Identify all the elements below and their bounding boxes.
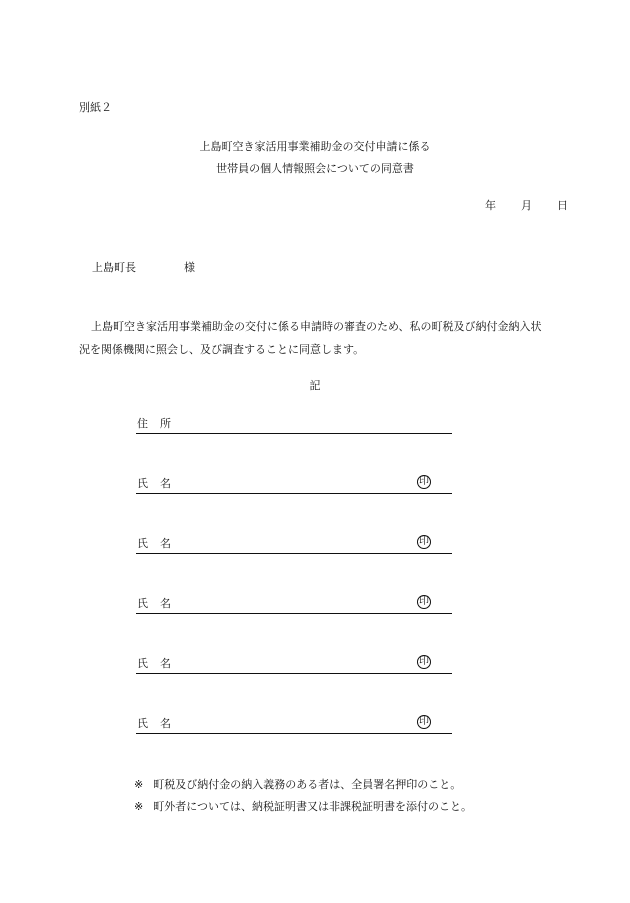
field-label-char-1: 氏	[137, 597, 148, 610]
annex-label: 別紙２	[79, 101, 112, 114]
field-label-char-1: 住	[137, 417, 148, 430]
field-label-char-1: 氏	[137, 717, 148, 730]
field-label-char-2: 名	[160, 477, 171, 490]
date-year-label: 年	[485, 199, 496, 212]
seal-mark-icon: 印	[419, 476, 429, 487]
field-label-char-2: 名	[160, 537, 171, 550]
name-field-3[interactable]	[136, 595, 452, 614]
field-label-char-1: 氏	[137, 657, 148, 670]
field-label-char-2: 名	[160, 597, 171, 610]
note-text: 町税及び納付金の納入義務のある者は、全員署名押印のこと。	[153, 778, 462, 791]
note-mark-icon: ※	[134, 800, 144, 813]
name-field-5[interactable]	[136, 715, 452, 734]
name-field-1[interactable]	[136, 475, 452, 494]
consent-text-line-2: 況を関係機関に照会し、及び調査することに同意します。	[79, 343, 365, 356]
note-mark-icon: ※	[134, 778, 144, 791]
date-day-label: 日	[557, 199, 568, 212]
seal-mark-icon: 印	[419, 656, 429, 667]
date-month-label: 月	[521, 199, 532, 212]
note-text: 町外者については、納税証明書又は非課税証明書を添付のこと。	[153, 800, 472, 813]
note-2	[134, 798, 472, 814]
seal-mark-icon: 印	[419, 536, 429, 547]
field-label-char-1: 氏	[137, 537, 148, 550]
address-field[interactable]	[136, 415, 452, 434]
field-label-char-2: 名	[160, 657, 171, 670]
addressee-name: 上島町長	[92, 261, 136, 274]
seal-mark-icon: 印	[419, 716, 429, 727]
document-title-line-1: 上島町空き家活用事業補助金の交付申請に係る	[199, 140, 431, 153]
note-1	[134, 776, 461, 792]
document-title-line-2: 世帯員の個人情報照会についての同意書	[216, 162, 414, 175]
field-label-char-2: 所	[160, 417, 171, 430]
consent-text-line-1: 上島町空き家活用事業補助金の交付に係る申請時の審査のため、私の町税及び納付金納入状	[91, 320, 542, 333]
ki-heading: 記	[309, 379, 321, 392]
field-label-char-2: 名	[160, 717, 171, 730]
name-field-2[interactable]	[136, 535, 452, 554]
field-label-char-1: 氏	[137, 477, 148, 490]
name-field-4[interactable]	[136, 655, 452, 674]
seal-mark-icon: 印	[419, 596, 429, 607]
addressee-honorific: 様	[184, 261, 195, 274]
